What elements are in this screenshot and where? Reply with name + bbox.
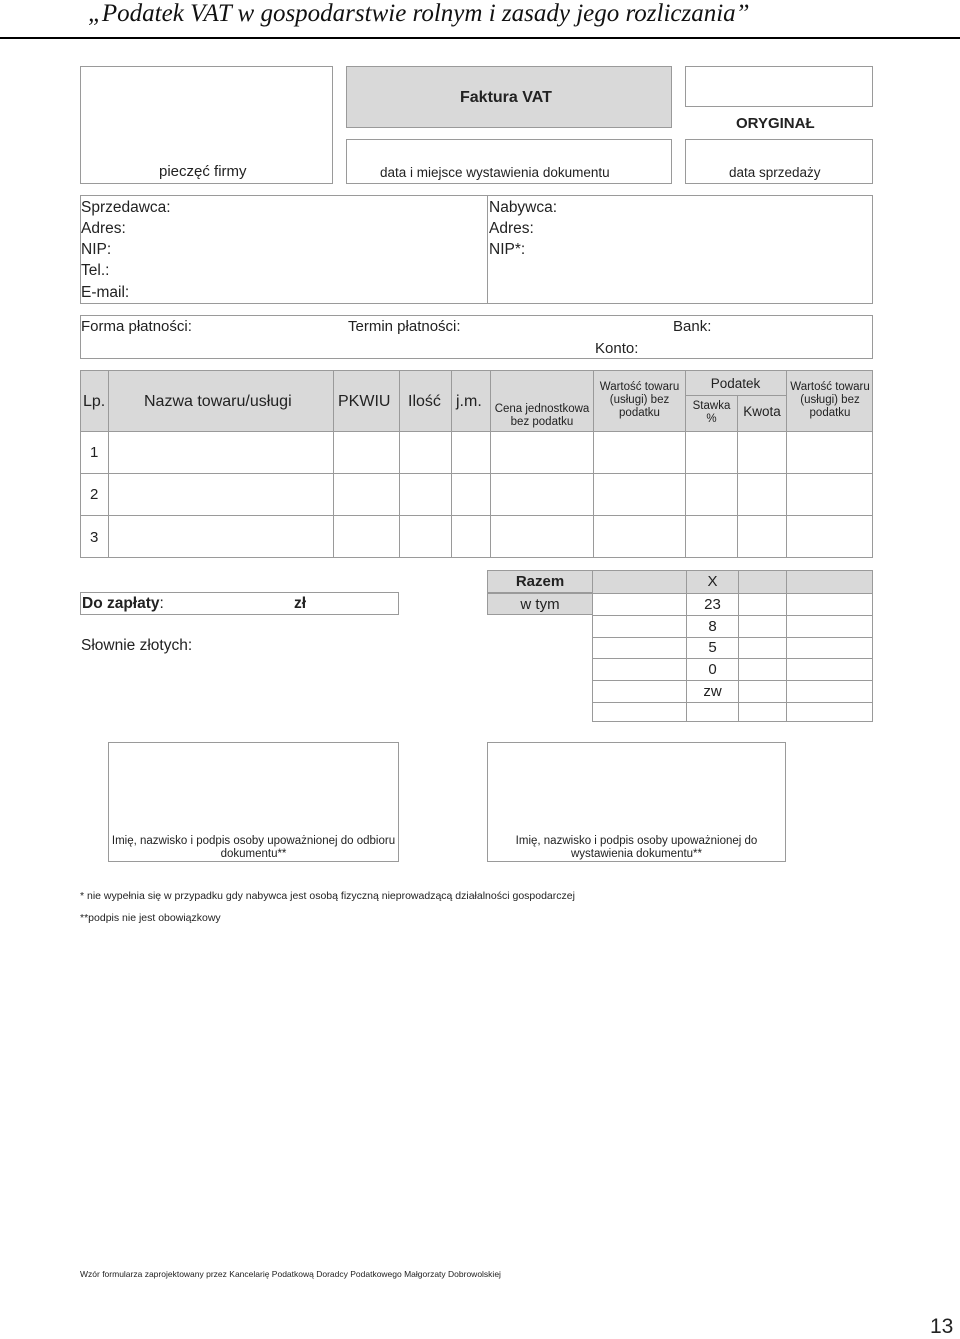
page-header-title: „Podatek VAT w gospodarstwie rolnym i zasady jego rozliczania” bbox=[88, 0, 750, 27]
items-table bbox=[80, 370, 873, 558]
col-unit-price: Cena jednostkowa bez podatku bbox=[494, 403, 590, 428]
footnote-2: **podpis nie jest obowiązkowy bbox=[80, 912, 221, 924]
to-pay-label: Do zapłaty: bbox=[82, 595, 164, 612]
buyer-label: Nabywca: bbox=[489, 199, 558, 216]
original-box bbox=[685, 66, 873, 107]
col-pkwiu: PKWIU bbox=[338, 393, 391, 410]
row-number-3: 3 bbox=[90, 529, 99, 546]
payment-box bbox=[80, 315, 873, 359]
rate-zw-cell: zw bbox=[703, 683, 722, 700]
company-stamp-label: pieczęć firmy bbox=[159, 163, 247, 180]
seller-label: Sprzedawca: bbox=[81, 199, 171, 216]
including-label-box bbox=[487, 593, 593, 615]
to-pay-box bbox=[80, 592, 399, 615]
footnote-1: * nie wypełnia się w przypadku gdy nabywca jest osobą fizyczną nieprowadzącą działalności gospodarczej bbox=[80, 890, 575, 902]
original-label: ORYGINAŁ bbox=[736, 115, 815, 132]
rate-5-cell: 5 bbox=[708, 639, 717, 656]
col-net-value: Wartość towaru (usługi) bez podatku bbox=[599, 381, 680, 419]
seller-address: Adres: bbox=[81, 220, 126, 237]
total-label: Razem bbox=[515, 573, 565, 590]
sale-date-box bbox=[685, 139, 873, 184]
col-unit: j.m. bbox=[456, 393, 482, 410]
row-number-2: 2 bbox=[90, 486, 99, 503]
parties-box bbox=[80, 195, 873, 304]
seller-email: E-mail: bbox=[81, 284, 130, 301]
buyer-address: Adres: bbox=[489, 220, 534, 237]
rate-0-cell: 0 bbox=[708, 661, 717, 678]
col-tax: Podatek bbox=[710, 376, 761, 391]
issue-place-date-label: data i miejsce wystawienia dokumentu bbox=[380, 165, 610, 180]
total-label-box bbox=[487, 570, 593, 593]
total-rate-cell: X bbox=[707, 573, 718, 590]
amount-in-words-label: Słownie złotych: bbox=[81, 637, 193, 654]
bank-label: Bank: bbox=[673, 318, 712, 335]
invoice-title: Faktura VAT bbox=[460, 89, 552, 106]
issuer-signature-box bbox=[487, 742, 786, 862]
seller-nip: NIP: bbox=[81, 241, 112, 258]
including-label: w tym bbox=[520, 596, 560, 613]
receiver-signature-label: Imię, nazwisko i podpis osoby upoważnionej do odbioru dokumentu** bbox=[111, 835, 396, 860]
issuer-signature-label: Imię, nazwisko i podpis osoby upoważnionej do wystawienia dokumentu** bbox=[515, 835, 758, 860]
receiver-signature-box bbox=[108, 742, 399, 862]
sale-date-label: data sprzedaży bbox=[729, 165, 821, 180]
col-tax-rate: Stawka % bbox=[692, 400, 731, 425]
col-qty: Ilość bbox=[408, 393, 441, 410]
page-number: 13 bbox=[930, 1315, 954, 1338]
col-tax-amount: Kwota bbox=[743, 404, 781, 419]
form-credit: Wzór formularza zaprojektowany przez Kancelarię Podatkową Doradcy Podatkowego Małgorzaty Dobrowolskiej bbox=[80, 1269, 501, 1279]
payment-term-label: Termin płatności: bbox=[348, 318, 461, 335]
header-rule bbox=[0, 37, 960, 39]
currency-label: zł bbox=[294, 595, 307, 612]
rate-23-cell: 23 bbox=[704, 596, 721, 613]
col-name: Nazwa towaru/usługi bbox=[144, 393, 292, 410]
payment-form-label: Forma płatności: bbox=[81, 318, 192, 335]
col-gross-value: Wartość towaru (usługi) bez podatku bbox=[790, 381, 870, 419]
company-stamp-box bbox=[80, 66, 333, 184]
col-lp: Lp. bbox=[83, 393, 106, 410]
seller-tel: Tel.: bbox=[81, 262, 110, 279]
row-number-1: 1 bbox=[90, 444, 99, 461]
vat-summary-table bbox=[592, 570, 873, 722]
buyer-nip: NIP*: bbox=[489, 241, 526, 258]
issue-place-date-box bbox=[346, 139, 672, 184]
rate-8-cell: 8 bbox=[708, 618, 717, 635]
invoice-title-box bbox=[346, 66, 672, 128]
account-label: Konto: bbox=[595, 340, 639, 357]
